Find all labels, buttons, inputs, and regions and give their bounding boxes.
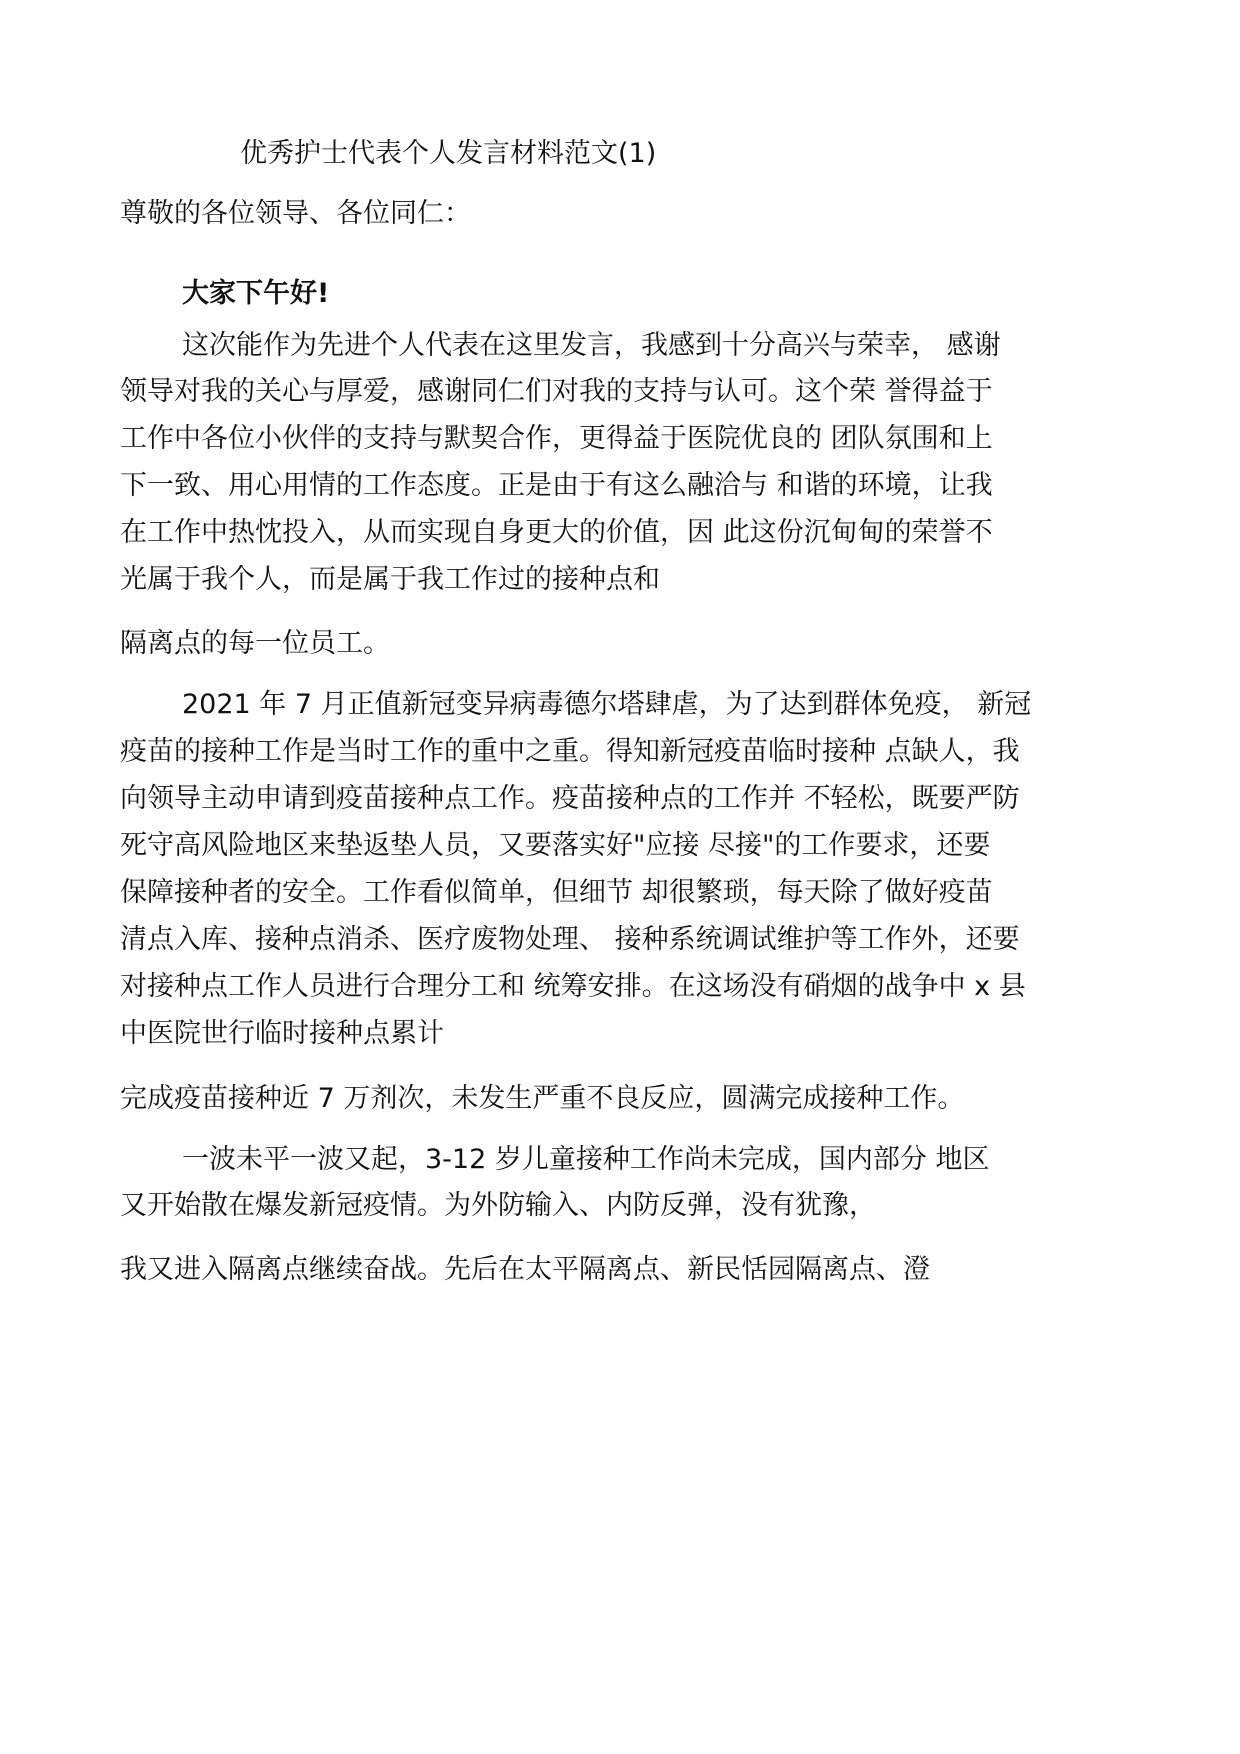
text-line: 保障接种者的安全。工作看似简单，但细节 却很繁琐，每天除了做好疫苗 [120,877,993,908]
text-line: 这次能作为先进个人代表在这里发言，我感到十分高兴与荣幸， 感谢 [182,330,1001,361]
text-line: 领导对我的关心与厚爱，感谢同仁们对我的支持与认可。这个荣 誉得益于 [120,376,993,407]
text-line: 中医院世行临时接种点累计 [120,1018,444,1049]
text-line: 我又进入隔离点继续奋战。先后在太平隔离点、新民恬园隔离点、澄 [120,1254,930,1285]
text-line: 隔离点的每一位员工。 [120,628,390,659]
text-line: 光属于我个人，而是属于我工作过的接种点和 [120,564,660,595]
text-line: 一波未平一波又起，3-12 岁儿童接种工作尚未完成，国内部分 地区 [182,1144,990,1175]
text-line: 死守高风险地区来垫返垫人员，又要落实好"应接 尽接"的工作要求，还要 [120,830,991,861]
salutation: 尊敬的各位领导、各位同仁： [120,198,471,229]
text-line: 在工作中热忱投入，从而实现自身更大的价值，因 此这份沉甸甸的荣誉不 [120,517,993,548]
text-line: 2021 年 7 月正值新冠变异病毒德尔塔肆虐，为了达到群体免疫， 新冠 [182,689,1032,720]
document-title: 优秀护士代表个人发言材料范文(1) [240,138,657,169]
text-line: 完成疫苗接种近 7 万剂次，未发生严重不良反应，圆满完成接种工作。 [120,1083,965,1114]
text-line: 向领导主动申请到疫苗接种点工作。疫苗接种点的工作并 不轻松，既要严防 [120,783,1020,814]
text-line: 疫苗的接种工作是当时工作的重中之重。得知新冠疫苗临时接种 点缺人，我 [120,736,1020,767]
greeting: 大家下午好! [182,278,330,309]
text-line: 下一致、用心用情的工作态度。正是由于有这么融洽与 和谐的环境，让我 [120,470,993,501]
text-line: 工作中各位小伙伴的支持与默契合作，更得益于医院优良的 团队氛围和上 [120,423,993,454]
text-line: 对接种点工作人员进行合理分工和 统筹安排。在这场没有硝烟的战争中 x 县 [120,971,1026,1002]
text-line: 又开始散在爆发新冠疫情。为外防输入、内防反弹，没有犹豫， [120,1190,876,1221]
text-line: 清点入库、接种点消杀、医疗废物处理、 接种系统调试维护等工作外，还要 [120,924,1020,955]
